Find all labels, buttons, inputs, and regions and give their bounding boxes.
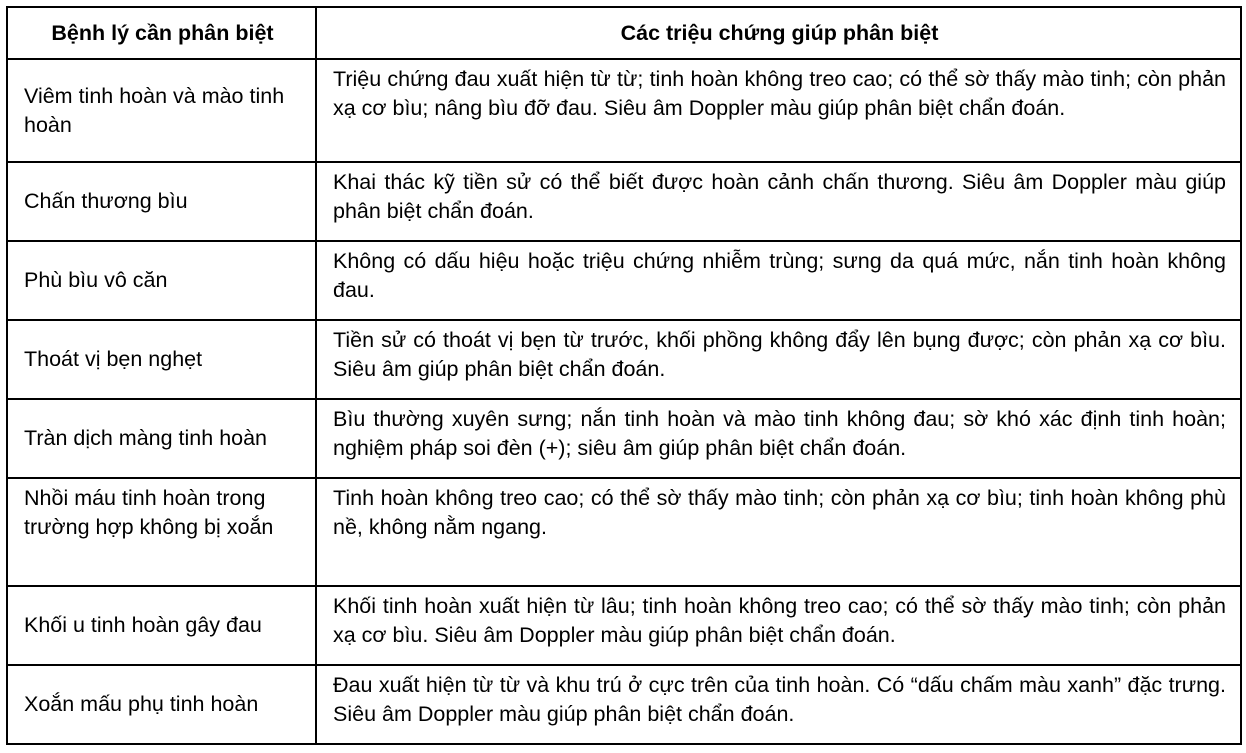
- condition-cell: Chấn thương bìu: [7, 162, 316, 241]
- symptoms-cell: Triệu chứng đau xuất hiện từ từ; tinh hoàn không treo cao; có thể sờ thấy mào tinh; còn phản xạ cơ bìu; nâng bìu đỡ đau. Siêu âm Doppler màu giúp phân biệt chẩn đoán.: [316, 59, 1241, 162]
- table-row: [7, 59, 1241, 162]
- symptoms-cell: Bìu thường xuyên sưng; nắn tinh hoàn và mào tinh không đau; sờ khó xác định tinh hoàn; nghiệm pháp soi đèn (+); siêu âm giúp phân biệt chẩn đoán.: [316, 399, 1241, 478]
- differential-diagnosis-table-container: [6, 6, 1240, 745]
- symptoms-cell: Khai thác kỹ tiền sử có thể biết được hoàn cảnh chấn thương. Siêu âm Doppler màu giúp phân biệt chẩn đoán.: [316, 162, 1241, 241]
- table-row: [7, 320, 1241, 399]
- table-row: [7, 399, 1241, 478]
- table-row: [7, 586, 1241, 665]
- condition-cell: Khối u tinh hoàn gây đau: [7, 586, 316, 665]
- symptoms-cell: Khối tinh hoàn xuất hiện từ lâu; tinh hoàn không treo cao; có thể sờ thấy mào tinh; còn phản xạ cơ bìu. Siêu âm Doppler màu giúp phân biệt chẩn đoán.: [316, 586, 1241, 665]
- symptoms-cell: Tinh hoàn không treo cao; có thể sờ thấy mào tinh; còn phản xạ cơ bìu; tinh hoàn không phù nề, không nằm ngang.: [316, 478, 1241, 586]
- table-row: [7, 665, 1241, 744]
- condition-cell: Xoắn mấu phụ tinh hoàn: [7, 665, 316, 744]
- table-row: [7, 162, 1241, 241]
- condition-cell: Phù bìu vô căn: [7, 241, 316, 320]
- condition-cell: Thoát vị bẹn nghẹt: [7, 320, 316, 399]
- symptoms-cell: Đau xuất hiện từ từ và khu trú ở cực trên của tinh hoàn. Có “dấu chấm màu xanh” đặc trưng. Siêu âm Doppler màu giúp phân biệt chẩn đoán.: [316, 665, 1241, 744]
- table-row: [7, 478, 1241, 586]
- header-symptoms: Các triệu chứng giúp phân biệt: [316, 7, 1241, 59]
- table-header-row: [7, 7, 1241, 59]
- symptoms-cell: Tiền sử có thoát vị bẹn từ trước, khối phồng không đẩy lên bụng được; còn phản xạ cơ bìu. Siêu âm giúp phân biệt chẩn đoán.: [316, 320, 1241, 399]
- condition-cell: Tràn dịch màng tinh hoàn: [7, 399, 316, 478]
- symptoms-cell: Không có dấu hiệu hoặc triệu chứng nhiễm trùng; sưng da quá mức, nắn tinh hoàn không đau.: [316, 241, 1241, 320]
- condition-cell: Viêm tinh hoàn và mào tinh hoàn: [7, 59, 316, 162]
- header-condition: Bệnh lý cần phân biệt: [7, 7, 316, 59]
- differential-diagnosis-table: [6, 6, 1242, 745]
- table-row: [7, 241, 1241, 320]
- condition-cell: Nhồi máu tinh hoàn trong trường hợp không bị xoắn: [7, 478, 316, 586]
